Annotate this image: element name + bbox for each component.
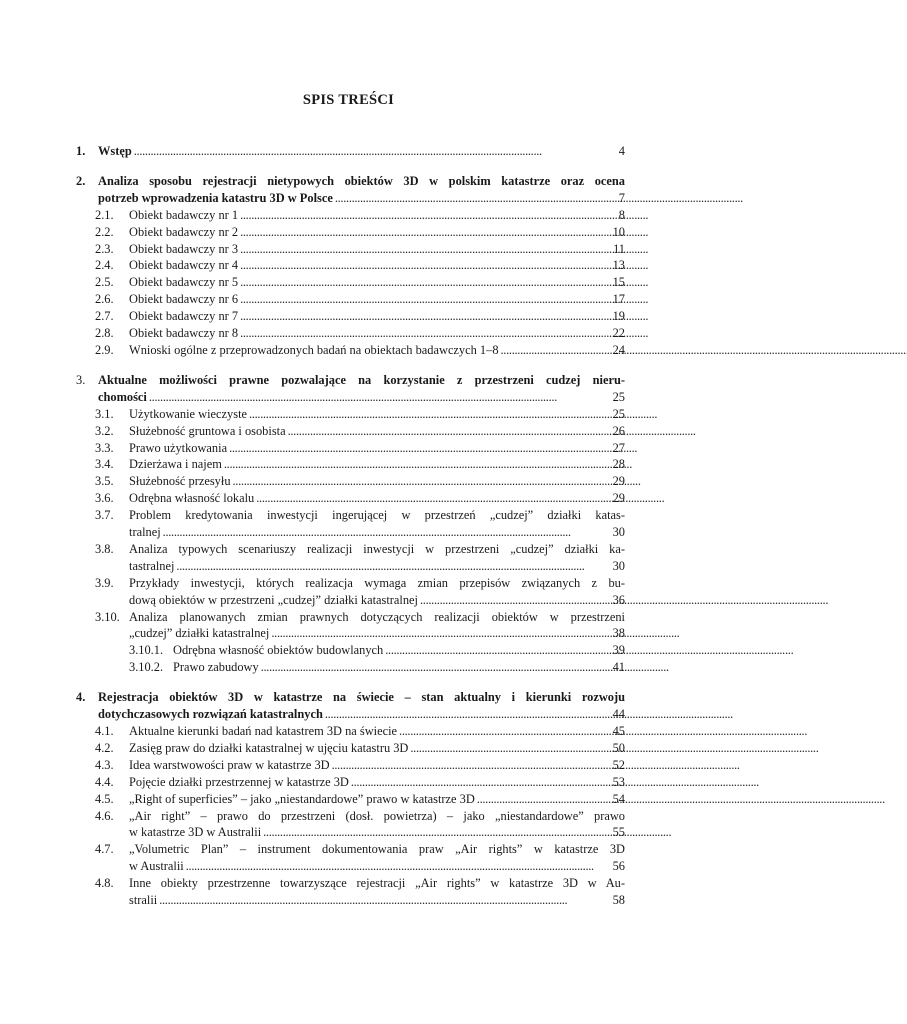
toc-entry[interactable] bbox=[76, 274, 625, 291]
entry-page: 30 bbox=[612, 558, 625, 573]
dot-leader bbox=[149, 389, 609, 406]
toc-entry[interactable] bbox=[76, 308, 625, 325]
entry-number: 4.2. bbox=[95, 740, 114, 755]
entry-title-line2: tralnej bbox=[129, 525, 161, 540]
entry-title: Obiekt badawczy nr 6 bbox=[129, 292, 239, 307]
toc-entry-continuation[interactable] bbox=[76, 625, 625, 642]
entry-number: 1. bbox=[76, 144, 86, 158]
chapter-4-sections bbox=[76, 723, 625, 808]
toc-entry-continuation[interactable] bbox=[76, 706, 625, 723]
dot-leader bbox=[240, 224, 609, 241]
entry-number: 3.7. bbox=[95, 508, 114, 523]
dot-leader bbox=[163, 524, 609, 541]
entry-number: 2.5. bbox=[95, 275, 114, 290]
dot-leader bbox=[159, 892, 609, 909]
toc-entry[interactable] bbox=[76, 456, 625, 473]
entry-title: Odrębna własność lokalu bbox=[129, 491, 255, 506]
entry-number: 4.5. bbox=[95, 791, 114, 806]
toc-entry[interactable] bbox=[76, 507, 625, 524]
toc-entry-continuation[interactable] bbox=[76, 592, 625, 609]
dot-leader bbox=[332, 757, 609, 774]
toc-entry-continuation[interactable] bbox=[76, 190, 625, 207]
entry-title: Obiekt badawczy nr 4 bbox=[129, 258, 239, 273]
entry-number: 2.1. bbox=[95, 207, 114, 222]
toc-entry[interactable] bbox=[76, 207, 625, 224]
dot-leader bbox=[335, 190, 609, 207]
toc-entry[interactable] bbox=[76, 257, 625, 274]
entry-number: 2.2. bbox=[95, 224, 114, 239]
entry-title-line2: w katastrze 3D w Australii bbox=[129, 825, 262, 840]
chapter-2-sections bbox=[76, 207, 625, 359]
entry-page: 26 bbox=[612, 423, 625, 438]
entry-page: 10 bbox=[612, 224, 625, 239]
entry-title: Prawo zabudowy bbox=[173, 660, 259, 675]
entry-page: 15 bbox=[612, 275, 625, 290]
entry-page: 39 bbox=[612, 643, 625, 658]
toc-entry[interactable] bbox=[76, 241, 625, 258]
toc-entry[interactable] bbox=[76, 143, 625, 160]
entry-number: 4.4. bbox=[95, 774, 114, 789]
dot-leader bbox=[410, 740, 609, 757]
toc-entry[interactable] bbox=[76, 659, 625, 676]
entry-number: 3.10.2. bbox=[129, 660, 164, 675]
dot-leader bbox=[240, 325, 609, 342]
entry-number: 4.6. bbox=[95, 808, 114, 823]
entry-number: 2.4. bbox=[95, 258, 114, 273]
entry-title-line2: tastralnej bbox=[129, 558, 175, 573]
entry-title-line1: Inne obiekty przestrzenne towarzyszące rejestracji „Air rights” w katastrze 3D w Au- bbox=[129, 876, 625, 891]
entry-page: 41 bbox=[612, 660, 625, 675]
toc-entry[interactable] bbox=[76, 423, 625, 440]
toc-entry[interactable] bbox=[76, 757, 625, 774]
entry-page: 30 bbox=[612, 525, 625, 540]
entry-page: 25 bbox=[612, 406, 625, 421]
entry-title: „Right of superficies” – jako „niestandardowe” prawo w katastrze 3D bbox=[129, 791, 475, 806]
entry-page: 45 bbox=[612, 724, 625, 738]
entry-title-line1: Analiza planowanych zmian prawnych dotyczących realizacji obiektów w przestrzeni bbox=[129, 609, 625, 624]
toc-entry[interactable] bbox=[76, 791, 625, 808]
toc-entry-continuation[interactable] bbox=[76, 892, 625, 909]
dot-leader bbox=[229, 440, 609, 457]
entry-page: 29 bbox=[612, 474, 625, 489]
entry-title-line2: potrzeb wprowadzenia katastru 3D w Polsce bbox=[98, 190, 333, 205]
dot-leader bbox=[351, 774, 609, 791]
toc-entry-continuation[interactable] bbox=[76, 824, 625, 841]
entry-title: Obiekt badawczy nr 7 bbox=[129, 309, 239, 324]
dot-leader bbox=[176, 558, 609, 575]
toc-entry[interactable] bbox=[76, 372, 625, 389]
entry-page: 55 bbox=[612, 825, 625, 840]
chapter-1 bbox=[76, 143, 625, 160]
entry-page: 19 bbox=[612, 309, 625, 324]
page-title: SPIS TREŚCI bbox=[302, 92, 395, 108]
dot-leader bbox=[240, 207, 609, 224]
entry-number: 3.6. bbox=[95, 491, 114, 506]
entry-title: Dzierżawa i najem bbox=[129, 457, 222, 472]
entry-title-line2: stralii bbox=[129, 893, 158, 908]
entry-title: Aktualne kierunki badań nad katastrem 3D na świecie bbox=[129, 724, 398, 738]
toc-entry-continuation[interactable] bbox=[76, 524, 625, 541]
entry-title: Wnioski ogólne z przeprowadzonych badań na obiektach badawczych 1–8 bbox=[129, 342, 499, 357]
entry-page: 58 bbox=[612, 893, 625, 908]
toc-entry[interactable] bbox=[76, 723, 625, 740]
toc-entry[interactable] bbox=[76, 575, 625, 592]
dot-leader bbox=[256, 490, 609, 507]
entry-number: 4.8. bbox=[95, 876, 114, 891]
dot-leader bbox=[477, 791, 609, 808]
entry-number: 3.9. bbox=[95, 575, 114, 590]
entry-title-line1: Rejestracja obiektów 3D w katastrze na świecie – stan aktualny i kierunki rozwoju bbox=[98, 690, 625, 705]
entry-number: 4. bbox=[76, 690, 86, 705]
dot-leader bbox=[420, 592, 609, 609]
table-of-contents bbox=[76, 143, 625, 922]
chapter-3-sections bbox=[76, 406, 625, 507]
toc-entry[interactable] bbox=[76, 173, 625, 190]
dot-leader bbox=[134, 143, 609, 160]
toc-entry[interactable] bbox=[76, 325, 625, 342]
entry-page: 52 bbox=[612, 757, 625, 772]
entry-page: 56 bbox=[612, 859, 625, 874]
entry-number: 4.7. bbox=[95, 842, 114, 857]
dot-leader bbox=[261, 659, 609, 676]
toc-entry[interactable] bbox=[76, 342, 625, 359]
dot-leader bbox=[224, 456, 609, 473]
entry-title-line1: Problem kredytowania inwestycji ingerującej w przestrzeń „cudzej” działki katas- bbox=[129, 508, 625, 523]
entry-page: 17 bbox=[612, 292, 625, 307]
dot-leader bbox=[271, 625, 609, 642]
entry-number: 3.5. bbox=[95, 474, 114, 489]
dot-leader bbox=[288, 423, 609, 440]
dot-leader bbox=[399, 723, 609, 740]
entry-page: 29 bbox=[612, 491, 625, 506]
entry-number: 3.10.1. bbox=[129, 643, 164, 658]
toc-entry[interactable] bbox=[76, 875, 625, 892]
entry-number: 3.2. bbox=[95, 423, 114, 438]
toc-entry-continuation[interactable] bbox=[76, 858, 625, 875]
entry-number: 2.9. bbox=[95, 342, 114, 357]
entry-page: 36 bbox=[612, 592, 625, 607]
entry-title: Obiekt badawczy nr 2 bbox=[129, 224, 239, 239]
entry-title-line1: „Volumetric Plan” – instrument dokumentowania praw „Air rights” w katastrze 3D bbox=[129, 842, 625, 857]
entry-title: Prawo użytkowania bbox=[129, 440, 228, 455]
entry-title: Użytkowanie wieczyste bbox=[129, 406, 248, 421]
entry-number: 2. bbox=[76, 173, 86, 188]
entry-title-line2: dotychczasowych rozwiązań katastralnych bbox=[98, 707, 323, 722]
entry-page: 13 bbox=[612, 258, 625, 273]
entry-page: 53 bbox=[612, 774, 625, 789]
toc-entry[interactable] bbox=[76, 740, 625, 757]
dot-leader bbox=[325, 706, 609, 723]
entry-number: 2.6. bbox=[95, 292, 114, 307]
entry-title-line1: Przykłady inwestycji, których realizacja wymaga zmian przepisów związanych z bu- bbox=[129, 575, 625, 590]
entry-title: Służebność gruntowa i osobista bbox=[129, 423, 286, 438]
chapter-3 bbox=[76, 372, 625, 676]
dot-leader bbox=[186, 858, 609, 875]
toc-entry[interactable] bbox=[76, 473, 625, 490]
dot-leader bbox=[501, 342, 609, 359]
dot-leader bbox=[240, 291, 609, 308]
entry-page: 7 bbox=[618, 190, 625, 205]
entry-title-line1: Aktualne możliwości prawne pozwalające na korzystanie z przestrzeni cudzej nieru- bbox=[98, 372, 625, 387]
dot-leader bbox=[249, 406, 609, 423]
entry-number: 3.10. bbox=[95, 609, 120, 624]
toc-entry[interactable] bbox=[76, 224, 625, 241]
toc-entry[interactable] bbox=[76, 609, 625, 626]
entry-title-line2: w Australii bbox=[129, 859, 184, 874]
entry-title: Idea warstwowości praw w katastrze 3D bbox=[129, 757, 330, 772]
entry-title-line2: dową obiektów w przestrzeni „cudzej” działki katastralnej bbox=[129, 592, 418, 607]
entry-number: 2.7. bbox=[95, 309, 114, 324]
entry-title-line1: Analiza typowych scenariuszy realizacji inwestycji w przestrzeni „cudzej” działki ka- bbox=[129, 541, 625, 556]
entry-number: 4.3. bbox=[95, 757, 114, 772]
entry-number: 3.4. bbox=[95, 457, 114, 472]
toc-entry[interactable] bbox=[76, 440, 625, 457]
entry-page: 22 bbox=[612, 326, 625, 341]
toc-entry-continuation[interactable] bbox=[76, 389, 625, 406]
entry-number: 4.1. bbox=[95, 724, 114, 738]
chapter-4 bbox=[76, 689, 625, 909]
entry-title: Wstęp bbox=[98, 144, 132, 158]
entry-page: 44 bbox=[612, 707, 625, 722]
entry-title-line2: chomości bbox=[98, 389, 147, 404]
toc-entry[interactable] bbox=[76, 490, 625, 507]
entry-title: Zasięg praw do działki katastralnej w ujęciu katastru 3D bbox=[129, 740, 409, 755]
section-3-10-subsections bbox=[76, 642, 625, 676]
toc-entry[interactable] bbox=[76, 642, 625, 659]
entry-title-line2: „cudzej” działki katastralnej bbox=[129, 626, 270, 641]
entry-page: 38 bbox=[612, 626, 625, 641]
dot-leader bbox=[385, 642, 609, 659]
entry-title-line1: Analiza sposobu rejestracji nietypowych obiektów 3D w polskim katastrze oraz ocena bbox=[98, 173, 625, 188]
entry-title: Obiekt badawczy nr 8 bbox=[129, 326, 239, 341]
entry-title: Obiekt badawczy nr 5 bbox=[129, 275, 239, 290]
toc-entry[interactable] bbox=[76, 291, 625, 308]
dot-leader bbox=[240, 274, 609, 291]
toc-entry-continuation[interactable] bbox=[76, 558, 625, 575]
toc-entry[interactable] bbox=[76, 541, 625, 558]
chapter-2 bbox=[76, 173, 625, 359]
entry-number: 2.3. bbox=[95, 241, 114, 256]
entry-number: 3.3. bbox=[95, 440, 114, 455]
dot-leader bbox=[240, 257, 609, 274]
toc-entry[interactable] bbox=[76, 841, 625, 858]
dot-leader bbox=[233, 473, 609, 490]
entry-page: 27 bbox=[612, 440, 625, 455]
entry-number: 3.1. bbox=[95, 406, 114, 421]
entry-page: 8 bbox=[618, 207, 625, 222]
entry-title-line1: „Air right” – prawo do przestrzeni (dosł. powietrza) – jako „niestandardowe” prawo bbox=[129, 808, 625, 823]
entry-page: 24 bbox=[612, 342, 625, 357]
entry-page: 11 bbox=[613, 241, 625, 256]
dot-leader bbox=[263, 824, 609, 841]
entry-title: Pojęcie działki przestrzennej w katastrze 3D bbox=[129, 774, 349, 789]
entry-page: 54 bbox=[612, 791, 625, 806]
dot-leader bbox=[240, 241, 609, 258]
entry-title: Służebność przesyłu bbox=[129, 474, 231, 489]
toc-entry[interactable] bbox=[76, 689, 625, 706]
toc-entry[interactable] bbox=[76, 406, 625, 423]
entry-page: 28 bbox=[612, 457, 625, 472]
toc-entry[interactable] bbox=[76, 808, 625, 825]
entry-title: Obiekt badawczy nr 3 bbox=[129, 241, 239, 256]
entry-page: 50 bbox=[612, 740, 625, 755]
dot-leader bbox=[240, 308, 609, 325]
entry-title: Obiekt badawczy nr 1 bbox=[129, 207, 239, 222]
toc-entry[interactable] bbox=[76, 774, 625, 791]
entry-page: 25 bbox=[612, 389, 625, 404]
entry-title: Odrębna własność obiektów budowlanych bbox=[173, 643, 384, 658]
entry-number: 3. bbox=[76, 372, 86, 387]
entry-number: 2.8. bbox=[95, 326, 114, 341]
entry-page: 4 bbox=[618, 144, 625, 158]
entry-number: 3.8. bbox=[95, 541, 114, 556]
